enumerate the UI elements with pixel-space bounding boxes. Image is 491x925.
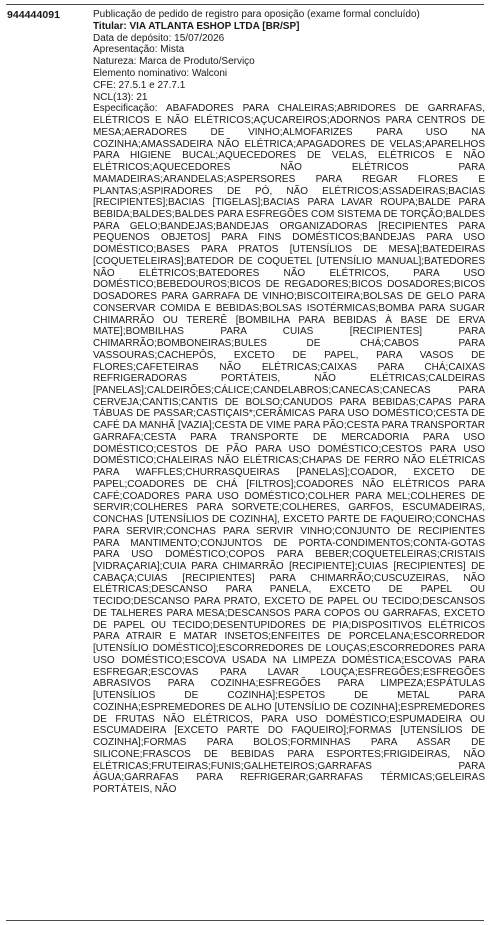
dispatch-line: Publicação de pedido de registro para oposição (exame formal concluído)	[93, 9, 420, 20]
process-number: 944444091	[7, 9, 61, 21]
nominative-element-line: Elemento nominativo: Walconi	[93, 67, 228, 79]
specification-text: Especificação: ABAFADORES PARA CHALEIRAS;ABRIDORES DE GARRAFAS, ELÉTRICOS E NÃO ELÉTRICOS;AÇUCAREIROS;ADORNOS PARA CENTROS DE MESA;AERADORES DE VINHO;ALMOFARIZES PARA USO NA COZINHA;AMASSADEIRA NÃO ELÉTRICA;APAGADORES DE VELAS;APARELHOS PARA HIGIENE BUCAL;AQUECEDORES DE VELAS, ELÉTRICOS E NÃO ELÉTRICOS;AQUECEDORES NÃO ELÉTRICOS PARA MAMADEIRAS;ARANDELAS;ASPERSORES PARA REGAR FLORES E PLANTAS;ASPIRADORES DE PÓ, NÃO ELÉTRICOS;ASSADEIRAS;BACIAS [RECIPIENTES];BACIAS [TIGELAS];BACIAS PARA LAVAR ROUPA;BALDE PARA BEBIDA;BALDES;BALDES PARA ESFREGÕES COM SISTEMA DE TORÇÃO;BALDES PARA GELO;BANDEJAS;BANDEJAS ORGANIZADORAS [RECIPIENTES PARA PEQUENOS OBJETOS] PARA FINS DOMÉSTICOS;BANDEJAS PARA USO DOMÉSTICO;BASES PARA PRATOS [UTENSÍLIOS DE MESA];BATEDEIRAS [COQUETELEIRAS];BATEDOR DE COQUETEL [UTENSÍLIO MANUAL];BATEDORES NÃO ELÉTRICOS;BATEDORES NÃO ELÉTRICOS, PARA USO DOMÉSTICO;BEBEDOUROS;BICOS DE REGADORES;BICOS DOSADORES;BICOS DOSADORES PARA GARRAFA DE VINHO;BISCOITEIRA;BOLSAS DE GELO PARA CONSERVAR COMIDA E BEBIDAS;BOLSAS ISOTÉRMICAS;BOMBA PARA SUGAR CHIMARRÃO OU TERERÊ [BOMBILHA PARA BEBIDAS À BASE DE ERVA MATE];BOMBILHAS PARA CUIAS [RECIPIENTES] PARA CHIMARRÃO;BOMBONEIRAS;BULES DE CHÁ;CABOS PARA VASSOURAS;CACHEPÔS, EXCETO DE PAPEL, PARA VASOS DE FLORES;CAFETEIRAS NÃO ELÉTRICAS;CAIXAS PARA CHÁ;CAIXAS REFRIGERADORAS PORTÁTEIS, NÃO ELÉTRICAS;CALDEIRAS [PANELAS];CALDEIRÕES;CÁLICE;CANDELABROS;CANECAS;CANECAS PARA CERVEJA;CANTIS;CANTIS DE BOLSO;CANUDOS PARA BEBIDAS;CAPAS PARA TÁBUAS DE PASSAR;CASTIÇAIS*;CERÂMICAS PARA USO DOMÉSTICO;CESTA DE CAFÉ DA MANHÃ [VAZIA];CESTA DE VIME PARA PÃO;CESTA PARA TRANSPORTAR GARRAFA;CESTA PARA TRANSPORTE DE MERCADORIA PARA USO DOMÉSTICO;CESTOS DE PÃO PARA USO DOMÉSTICO;CESTOS PARA USO DOMÉSTICO;CHALEIRAS NÃO ELÉTRICAS;CHAPAS DE FERRO NÃO ELÉTRICAS PARA WAFFLES;CHURRASQUEIRAS [PANELAS];COADOR, EXCETO DE PAPEL;COADORES DE CHÁ [FILTROS];COADORES NÃO ELÉTRICOS PARA CAFÉ;COADORES PARA USO DOMÉSTICO;COLHER PARA MEL;COLHERES DE SERVIR;COLHERES PARA SORVETE;COLHERES, GARFOS, ESCUMADEIRAS, CONCHAS [UTENSÍLIOS DE COZINHA], EXCETO PARTE DE FAQUEIRO;CONCHAS PARA SERVIR;CONCHAS PARA SERVIR VINHO;CONJUNTO DE RECIPIENTES PARA MANTIMENTO;CONJUNTOS DE PORTA-CONDIMENTOS;CONTA-GOTAS PARA USO DOMÉSTICO;COPOS PARA BEBER;COQUETELEIRAS;CRISTAIS [VIDRAÇARIA];CUIA PARA CHIMARRÃO [RECIPIENTE];CUIAS [RECIPIENTES] DE CABAÇA;CUIAS [RECIPIENTES] PARA CHIMARRÃO;CUSCUZEIRAS, NÃO ELÉTRICAS;DESCANSO PARA PANELA, EXCETO DE PAPEL OU TECIDO;DESCANSO PARA PRATO, EXCETO DE PAPEL OU TECIDO;DESCANSOS DE TALHERES PARA MESA;DESCANSOS PARA COPOS OU GARRAFAS, EXCETO DE PAPEL OU TECIDO;DESENTUPIDORES DE PIA;DISPOSITIVOS ELÉTRICOS PARA ATRAIR E MATAR INSETOS;ENFEITES DE PORCELANA;ESCORREDOR [UTENSÍLIO DOMÉSTICO];ESCORREDORES DE LOUÇAS;ESCORREDORES PARA USO DOMÉSTICO;ESCOVA USADA NA LIMPEZA DOMÉSTICA;ESCOVAS PARA ESFREGAR;ESCOVAS PARA LAVAR LOUÇA;ESFREGÕES;ESFREGÕES ABRASIVOS PARA COZINHA;ESFREGÕES PARA LIMPEZA;ESPÁTULAS [UTENSÍLIOS DE COZINHA];ESPETOS DE METAL PARA COZINHA;ESPREMEDORES DE ALHO [UTENSÍLIO DE COZINHA];ESPREMEDORES DE FRUTAS NÃO ELÉTRICOS, PARA USO DOMÉSTICO;ESPUMADEIRA OU ESCUMADEIRA [EXCETO PARTE DO FAQUEIRO];FORMAS [UTENSÍLIOS DE COZINHA];FORMAS PARA BOLOS;FORMINHAS PARA ASSAR DE SILICONE;FRASCOS DE BEBIDAS PARA ESPORTES;FRIGIDEIRAS, NÃO ELÉTRICAS;FRUTEIRAS;FUNIS;GALHETEIROS;GARRAFAS PARA ÁGUA;GARRAFAS PARA REFRIGERAR;GARRAFAS TÉRMICAS;GELEIRAS PORTÁTEIS, NÃO	[93, 103, 485, 795]
publication-entry	[93, 9, 485, 796]
cfe-line: CFE: 27.5.1 e 27.7.1	[93, 79, 186, 91]
bottom-divider	[6, 920, 484, 921]
top-divider	[6, 4, 484, 5]
holder-line: Titular: VIA ATLANTA ESHOP LTDA [BR/SP]	[93, 20, 300, 32]
nature-line: Natureza: Marca de Produto/Serviço	[93, 56, 255, 68]
ncl-line: NCL(13): 21	[93, 91, 148, 103]
filing-date-line: Data de depósito: 15/07/2026	[93, 32, 225, 44]
presentation-line: Apresentação: Mista	[93, 44, 185, 56]
